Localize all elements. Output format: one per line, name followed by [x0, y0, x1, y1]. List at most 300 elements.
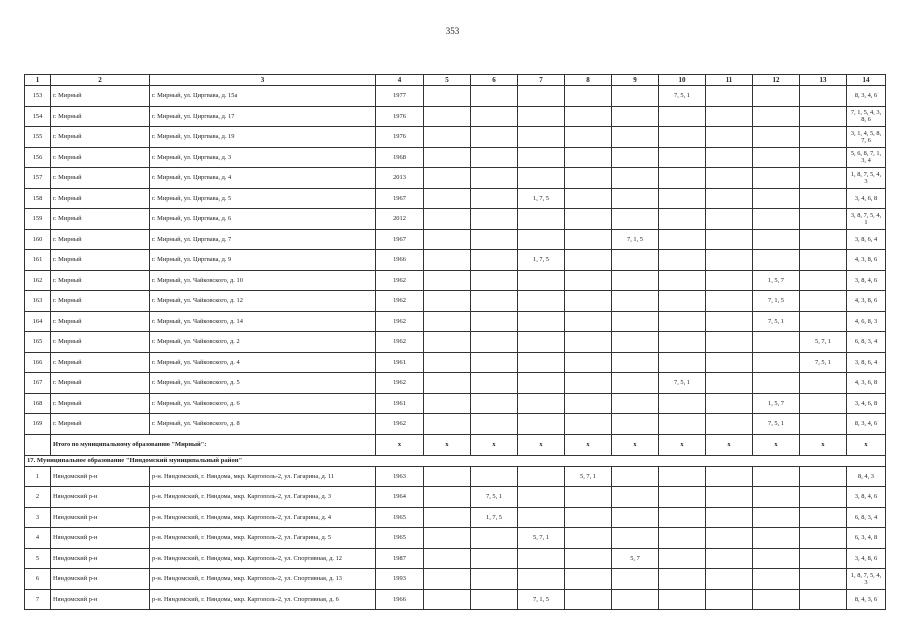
table-cell — [659, 209, 706, 230]
table-cell — [800, 209, 847, 230]
table-cell — [753, 250, 800, 271]
table-cell: 2013 — [376, 168, 424, 189]
table-cell: г. Мирный — [51, 332, 150, 353]
table-cell — [612, 291, 659, 312]
table-cell: г. Мирный — [51, 311, 150, 332]
page-number: 353 — [445, 26, 460, 36]
table-cell — [612, 168, 659, 189]
table-cell — [659, 393, 706, 414]
table-cell — [518, 487, 565, 508]
table-cell: 164 — [25, 311, 51, 332]
table-row — [25, 414, 886, 435]
table-cell: 3, 1, 4, 5, 8, 7, 6 — [847, 127, 886, 148]
table-cell: 1, 8, 7, 5, 4, 3 — [847, 569, 886, 590]
table-cell — [753, 86, 800, 107]
table-cell — [659, 414, 706, 435]
table-cell — [800, 147, 847, 168]
table-cell: 8, 4, 3 — [847, 466, 886, 487]
table-row — [25, 466, 886, 487]
column-header: 13 — [800, 75, 847, 86]
table-cell: 2 — [25, 487, 51, 508]
column-header: 3 — [150, 75, 376, 86]
table-cell — [753, 332, 800, 353]
table-cell — [612, 569, 659, 590]
table-cell — [518, 548, 565, 569]
table-cell — [471, 466, 518, 487]
table-cell: Няндомский р-н — [51, 507, 150, 528]
table-cell: 161 — [25, 250, 51, 271]
table-cell — [706, 311, 753, 332]
table-cell — [659, 548, 706, 569]
table-cell: г. Мирный, ул. Циргвава, д. 15а — [150, 86, 376, 107]
table-cell — [706, 548, 753, 569]
table-cell — [471, 86, 518, 107]
column-header: 9 — [612, 75, 659, 86]
table-cell: Няндомский р-н — [51, 589, 150, 610]
table-cell — [800, 168, 847, 189]
table-cell: 1966 — [376, 589, 424, 610]
table-row — [25, 548, 886, 569]
table-cell — [800, 188, 847, 209]
table-cell: р-н. Няндомский, г. Няндома, мкр. Каргополь-2, ул. Спортивная, д. 6 — [150, 589, 376, 610]
table-cell — [471, 147, 518, 168]
table-cell — [706, 466, 753, 487]
column-header: 12 — [753, 75, 800, 86]
table-cell — [518, 466, 565, 487]
table-cell: г. Мирный — [51, 127, 150, 148]
table-cell: 1 — [25, 466, 51, 487]
table-cell — [612, 352, 659, 373]
column-header: 5 — [424, 75, 471, 86]
table-cell — [800, 106, 847, 127]
table-cell: г. Мирный — [51, 352, 150, 373]
table-cell: г. Мирный, ул. Чайковского, д. 14 — [150, 311, 376, 332]
table-cell — [471, 250, 518, 271]
table-cell — [565, 332, 612, 353]
table-cell: 8, 3, 4, 6 — [847, 86, 886, 107]
table-cell: Няндомский р-н — [51, 548, 150, 569]
table-cell: 5, 7, 1 — [565, 466, 612, 487]
table-cell — [471, 188, 518, 209]
table-cell — [612, 466, 659, 487]
table-cell: 1963 — [376, 466, 424, 487]
table-cell — [565, 528, 612, 549]
table-cell — [424, 291, 471, 312]
table-cell — [612, 270, 659, 291]
table-cell — [753, 147, 800, 168]
table-cell: г. Мирный, ул. Чайковского, д. 8 — [150, 414, 376, 435]
table-cell — [518, 106, 565, 127]
total-value: x — [471, 434, 518, 455]
table-cell — [471, 311, 518, 332]
total-value: x — [659, 434, 706, 455]
table-cell: 165 — [25, 332, 51, 353]
table-cell — [659, 106, 706, 127]
table-cell — [800, 127, 847, 148]
table-cell: г. Мирный — [51, 188, 150, 209]
table-cell — [518, 569, 565, 590]
table-cell — [706, 373, 753, 394]
table-cell — [659, 569, 706, 590]
table-cell — [565, 373, 612, 394]
table-row — [25, 332, 886, 353]
table-row — [25, 250, 886, 271]
total-row — [25, 434, 886, 455]
total-value: x — [565, 434, 612, 455]
table-cell — [518, 393, 565, 414]
table-cell — [800, 291, 847, 312]
table-cell — [518, 291, 565, 312]
table-cell — [659, 352, 706, 373]
table-cell: 7 — [25, 589, 51, 610]
table-cell: 1, 7, 5 — [518, 188, 565, 209]
table-cell — [471, 352, 518, 373]
table-cell — [706, 332, 753, 353]
table-cell: 6, 3, 4, 8 — [847, 528, 886, 549]
table-cell — [518, 127, 565, 148]
table-cell: 157 — [25, 168, 51, 189]
register-table — [24, 74, 886, 610]
table-cell: 3 — [25, 507, 51, 528]
total-label: Итого по муниципальному образованию "Мирный": — [51, 434, 376, 455]
total-value: x — [800, 434, 847, 455]
table-cell: 163 — [25, 291, 51, 312]
table-cell — [565, 352, 612, 373]
table-cell: г. Мирный, ул. Циргвава, д. 5 — [150, 188, 376, 209]
table-cell: 7, 1, 5 — [518, 589, 565, 610]
table-cell — [565, 414, 612, 435]
table-cell: 1968 — [376, 147, 424, 168]
section-header-row — [25, 455, 886, 466]
table-cell: 1, 5, 7 — [753, 393, 800, 414]
table-row — [25, 487, 886, 508]
table-cell — [800, 250, 847, 271]
table-cell: 153 — [25, 86, 51, 107]
table-cell: 8, 3, 4, 6 — [847, 414, 886, 435]
table-cell — [753, 127, 800, 148]
table-cell: р-н. Няндомский, г. Няндома, мкр. Каргополь-2, ул. Спортивная, д. 12 — [150, 548, 376, 569]
table-cell: Няндомский р-н — [51, 569, 150, 590]
table-cell — [424, 589, 471, 610]
table-cell — [659, 270, 706, 291]
table-row — [25, 569, 886, 590]
table-cell — [518, 311, 565, 332]
table-cell — [612, 127, 659, 148]
table-cell — [471, 589, 518, 610]
table-cell: 1962 — [376, 311, 424, 332]
table-cell — [471, 168, 518, 189]
table-cell — [471, 127, 518, 148]
table-cell — [612, 106, 659, 127]
table-cell — [800, 507, 847, 528]
table-cell: 4, 3, 6, 8 — [847, 373, 886, 394]
table-cell — [518, 270, 565, 291]
table-row — [25, 528, 886, 549]
table-cell: 154 — [25, 106, 51, 127]
table-cell — [565, 589, 612, 610]
table-cell: 1964 — [376, 487, 424, 508]
table-cell — [518, 507, 565, 528]
table-cell — [565, 291, 612, 312]
table-row — [25, 589, 886, 610]
table-cell — [800, 414, 847, 435]
table-cell: 156 — [25, 147, 51, 168]
table-cell: 1987 — [376, 548, 424, 569]
column-header: 8 — [565, 75, 612, 86]
table-cell: 5, 7, 1 — [518, 528, 565, 549]
total-value: x — [518, 434, 565, 455]
table-cell — [565, 127, 612, 148]
table-cell: 168 — [25, 393, 51, 414]
table-cell — [424, 188, 471, 209]
total-value: x — [376, 434, 424, 455]
table-cell — [424, 147, 471, 168]
table-cell — [706, 414, 753, 435]
table-cell: 3, 8, 4, 6 — [847, 487, 886, 508]
table-cell — [659, 332, 706, 353]
table-cell: г. Мирный, ул. Чайковского, д. 5 — [150, 373, 376, 394]
table-cell — [706, 209, 753, 230]
table-cell: 3, 8, 6, 4 — [847, 229, 886, 250]
table-cell — [706, 487, 753, 508]
table-cell: р-н. Няндомский, г. Няндома, мкр. Каргополь-2, ул. Гагарина, д. 5 — [150, 528, 376, 549]
table-cell — [424, 548, 471, 569]
table-cell — [753, 507, 800, 528]
table-cell — [424, 466, 471, 487]
table-cell — [706, 188, 753, 209]
table-cell: 3, 8, 7, 5, 4, 1 — [847, 209, 886, 230]
table-cell — [706, 168, 753, 189]
table-cell — [424, 311, 471, 332]
table-cell — [612, 528, 659, 549]
table-cell — [424, 373, 471, 394]
table-cell — [424, 106, 471, 127]
table-cell — [518, 147, 565, 168]
table-cell — [706, 507, 753, 528]
table-cell — [753, 229, 800, 250]
table-row — [25, 507, 886, 528]
table-cell: 162 — [25, 270, 51, 291]
table-cell: г. Мирный — [51, 270, 150, 291]
column-header: 1 — [25, 75, 51, 86]
table-cell — [753, 548, 800, 569]
table-cell — [706, 106, 753, 127]
table-cell — [706, 569, 753, 590]
table-cell — [800, 311, 847, 332]
column-header: 2 — [51, 75, 150, 86]
table-cell: г. Мирный, ул. Чайковского, д. 6 — [150, 393, 376, 414]
table-cell: 5, 7, 1 — [800, 332, 847, 353]
table-cell: 1961 — [376, 393, 424, 414]
table-cell — [471, 373, 518, 394]
table-cell — [424, 393, 471, 414]
table-cell — [565, 106, 612, 127]
table-cell — [424, 229, 471, 250]
table-cell — [565, 487, 612, 508]
table-cell — [800, 487, 847, 508]
table-cell — [518, 209, 565, 230]
table-cell — [424, 250, 471, 271]
total-value: x — [847, 434, 886, 455]
table-cell: 6 — [25, 569, 51, 590]
table-cell — [471, 528, 518, 549]
table-row — [25, 229, 886, 250]
table-cell: г. Мирный — [51, 147, 150, 168]
table-cell — [706, 229, 753, 250]
table-cell — [612, 507, 659, 528]
table-cell — [612, 414, 659, 435]
table-cell: 1966 — [376, 250, 424, 271]
table-cell: г. Мирный, ул. Циргвава, д. 4 — [150, 168, 376, 189]
table-cell: 2012 — [376, 209, 424, 230]
table-cell: 1962 — [376, 373, 424, 394]
table-cell: 1962 — [376, 291, 424, 312]
table-cell: г. Мирный — [51, 414, 150, 435]
table-cell: Няндомский р-н — [51, 487, 150, 508]
table-cell — [753, 487, 800, 508]
table-cell — [659, 507, 706, 528]
table-cell — [800, 393, 847, 414]
table-cell — [800, 569, 847, 590]
table-cell — [612, 86, 659, 107]
table-cell — [565, 569, 612, 590]
table-body — [25, 86, 886, 610]
table-cell — [659, 250, 706, 271]
table-cell: 155 — [25, 127, 51, 148]
table-cell — [753, 373, 800, 394]
table-cell: г. Мирный — [51, 168, 150, 189]
table-row — [25, 270, 886, 291]
table-cell: г. Мирный — [51, 86, 150, 107]
table-row — [25, 393, 886, 414]
table-cell — [753, 466, 800, 487]
table-row — [25, 147, 886, 168]
table-cell: 1, 7, 5 — [471, 507, 518, 528]
table-cell: г. Мирный — [51, 106, 150, 127]
table-cell — [800, 86, 847, 107]
column-header: 11 — [706, 75, 753, 86]
table-cell — [659, 311, 706, 332]
table-cell — [518, 229, 565, 250]
table-cell — [565, 250, 612, 271]
table-cell — [612, 589, 659, 610]
table-cell: г. Мирный, ул. Циргвава, д. 6 — [150, 209, 376, 230]
table-cell: г. Мирный, ул. Циргвава, д. 19 — [150, 127, 376, 148]
table-cell: 4 — [25, 528, 51, 549]
table-cell: 1967 — [376, 188, 424, 209]
table-cell: 7, 1, 5 — [612, 229, 659, 250]
table-cell — [471, 393, 518, 414]
table-cell — [565, 270, 612, 291]
table-cell — [612, 487, 659, 508]
table-cell: р-н. Няндомский, г. Няндома, мкр. Каргополь-2, ул. Гагарина, д. 11 — [150, 466, 376, 487]
table-cell — [424, 332, 471, 353]
table-cell — [518, 168, 565, 189]
table-row — [25, 373, 886, 394]
total-value: x — [612, 434, 659, 455]
table-cell: 7, 1, 5 — [753, 291, 800, 312]
table-cell — [424, 528, 471, 549]
table-cell: г. Мирный — [51, 393, 150, 414]
table-cell: г. Мирный — [51, 291, 150, 312]
table-cell: 8, 4, 3, 6 — [847, 589, 886, 610]
section-title: 17. Муниципальное образование "Няндомский муниципальный район" — [25, 455, 886, 466]
table-cell — [471, 106, 518, 127]
table-cell — [424, 168, 471, 189]
column-header: 4 — [376, 75, 424, 86]
table-cell: 167 — [25, 373, 51, 394]
table-cell: г. Мирный, ул. Чайковского, д. 4 — [150, 352, 376, 373]
table-cell — [753, 188, 800, 209]
table-cell: 6, 8, 3, 4 — [847, 332, 886, 353]
table-cell: 1976 — [376, 127, 424, 148]
table-cell: 3, 8, 6, 4 — [847, 352, 886, 373]
table-cell: г. Мирный — [51, 209, 150, 230]
table-cell — [753, 569, 800, 590]
table-row — [25, 291, 886, 312]
table-cell — [424, 86, 471, 107]
table-cell — [800, 270, 847, 291]
table-cell: 7, 5, 1 — [753, 311, 800, 332]
table-cell — [471, 332, 518, 353]
table-cell: Няндомский р-н — [51, 528, 150, 549]
table-cell — [659, 188, 706, 209]
table-row — [25, 106, 886, 127]
table-cell — [565, 393, 612, 414]
table-cell — [424, 127, 471, 148]
table-cell: р-н. Няндомский, г. Няндома, мкр. Каргополь-2, ул. Гагарина, д. 3 — [150, 487, 376, 508]
table-row — [25, 352, 886, 373]
table-cell — [800, 528, 847, 549]
table-cell: 4, 3, 8, 6 — [847, 291, 886, 312]
table-cell: 7, 5, 1 — [800, 352, 847, 373]
table-cell: 159 — [25, 209, 51, 230]
table-cell — [659, 466, 706, 487]
table-cell: 1, 7, 5 — [518, 250, 565, 271]
total-value: x — [753, 434, 800, 455]
table-cell: р-н. Няндомский, г. Няндома, мкр. Каргополь-2, ул. Гагарина, д. 4 — [150, 507, 376, 528]
table-cell — [706, 352, 753, 373]
table-cell: г. Мирный, ул. Циргвава, д. 9 — [150, 250, 376, 271]
table-row — [25, 311, 886, 332]
table-cell — [753, 528, 800, 549]
table-cell — [424, 352, 471, 373]
table-cell: 1976 — [376, 106, 424, 127]
table-cell — [612, 311, 659, 332]
table-cell — [753, 589, 800, 610]
table-cell — [612, 147, 659, 168]
table-cell — [565, 86, 612, 107]
table-cell — [706, 291, 753, 312]
table-cell — [800, 589, 847, 610]
column-header: 14 — [847, 75, 886, 86]
table-cell — [471, 548, 518, 569]
table-cell: 1961 — [376, 352, 424, 373]
table-cell: г. Мирный, ул. Циргвава, д. 17 — [150, 106, 376, 127]
table-cell: 1965 — [376, 528, 424, 549]
table-cell — [800, 373, 847, 394]
table-cell: 4, 6, 8, 3 — [847, 311, 886, 332]
table-cell — [471, 569, 518, 590]
table-cell — [424, 414, 471, 435]
table-cell: 1977 — [376, 86, 424, 107]
table-cell: 5 — [25, 548, 51, 569]
table-cell — [706, 86, 753, 107]
table-cell: 5, 7 — [612, 548, 659, 569]
table-cell — [565, 311, 612, 332]
table-cell — [753, 106, 800, 127]
table-cell: 5, 6, 8, 7, 1, 3, 4 — [847, 147, 886, 168]
